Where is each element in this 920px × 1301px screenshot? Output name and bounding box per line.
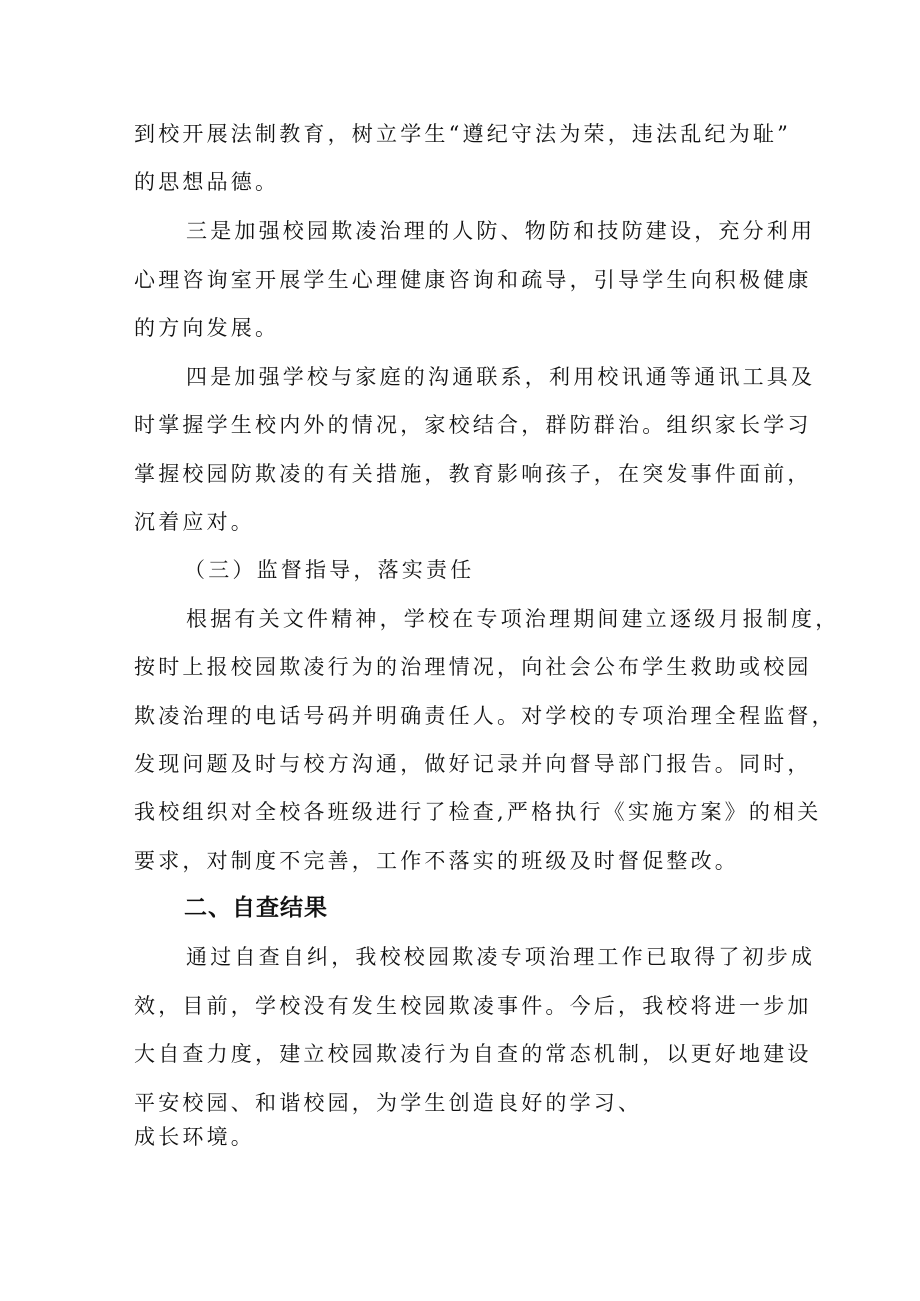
text-line: 的思想品德。 (134, 170, 280, 194)
paragraph-start: 四是加强学校与家庭的沟通联系，利用校讯通等通讯工具及 (186, 365, 816, 389)
text-line: 发现问题及时与校方沟通，做好记录并向督导部门报告。同时， (134, 752, 812, 776)
text-line: 到校开展法制教育，树立学生“遵纪守法为荣，违法乱纪为耻” (134, 122, 792, 146)
text-line: 按时上报校园欺凌行为的治理情况，向社会公布学生救助或校园 (134, 655, 812, 679)
text-line: 成长环境。 (134, 1125, 255, 1149)
text-line: 平安校园、和谐校园，为学生创造良好的学习、 (134, 1091, 643, 1115)
text-line: 欺凌治理的电话号码并明确责任人。对学校的专项治理全程监督， (134, 704, 836, 728)
text-line: 掌握校园防欺凌的有关措施，教育影响孩子，在突发事件面前， (134, 462, 812, 486)
text-line: 效，目前，学校没有发生校园欺凌事件。今后，我校将进一步加 (134, 994, 812, 1018)
subsection-heading: （三）监督指导，落实责任 (184, 558, 475, 582)
text-line: 的方向发展。 (134, 316, 280, 340)
paragraph-start: 通过自查自纠，我校校园欺凌专项治理工作已取得了初步成 (186, 945, 816, 969)
text-line: 沉着应对。 (134, 510, 255, 534)
text-line: 时掌握学生校内外的情况，家校结合，群防群治。组织家长学习 (134, 413, 812, 437)
section-heading: 二、自查结果 (184, 895, 328, 921)
text-line: 要求，对制度不完善，工作不落实的班级及时督促整改。 (134, 849, 739, 873)
text-line: 我校组织对全校各班级进行了检查,严格执行《实施方案》的相关 (134, 800, 822, 824)
paragraph-start: 根据有关文件精神，学校在专项治理期间建立逐级月报制度， (186, 607, 840, 631)
text-line: 心理咨询室开展学生心理健康咨询和疏导，引导学生向积极健康 (134, 268, 812, 292)
paragraph-start: 三是加强校园欺凌治理的人防、物防和技防建设，充分利用 (186, 219, 816, 243)
text-line: 大自查力度，建立校园欺凌行为自查的常态机制，以更好地建设 (134, 1042, 812, 1066)
